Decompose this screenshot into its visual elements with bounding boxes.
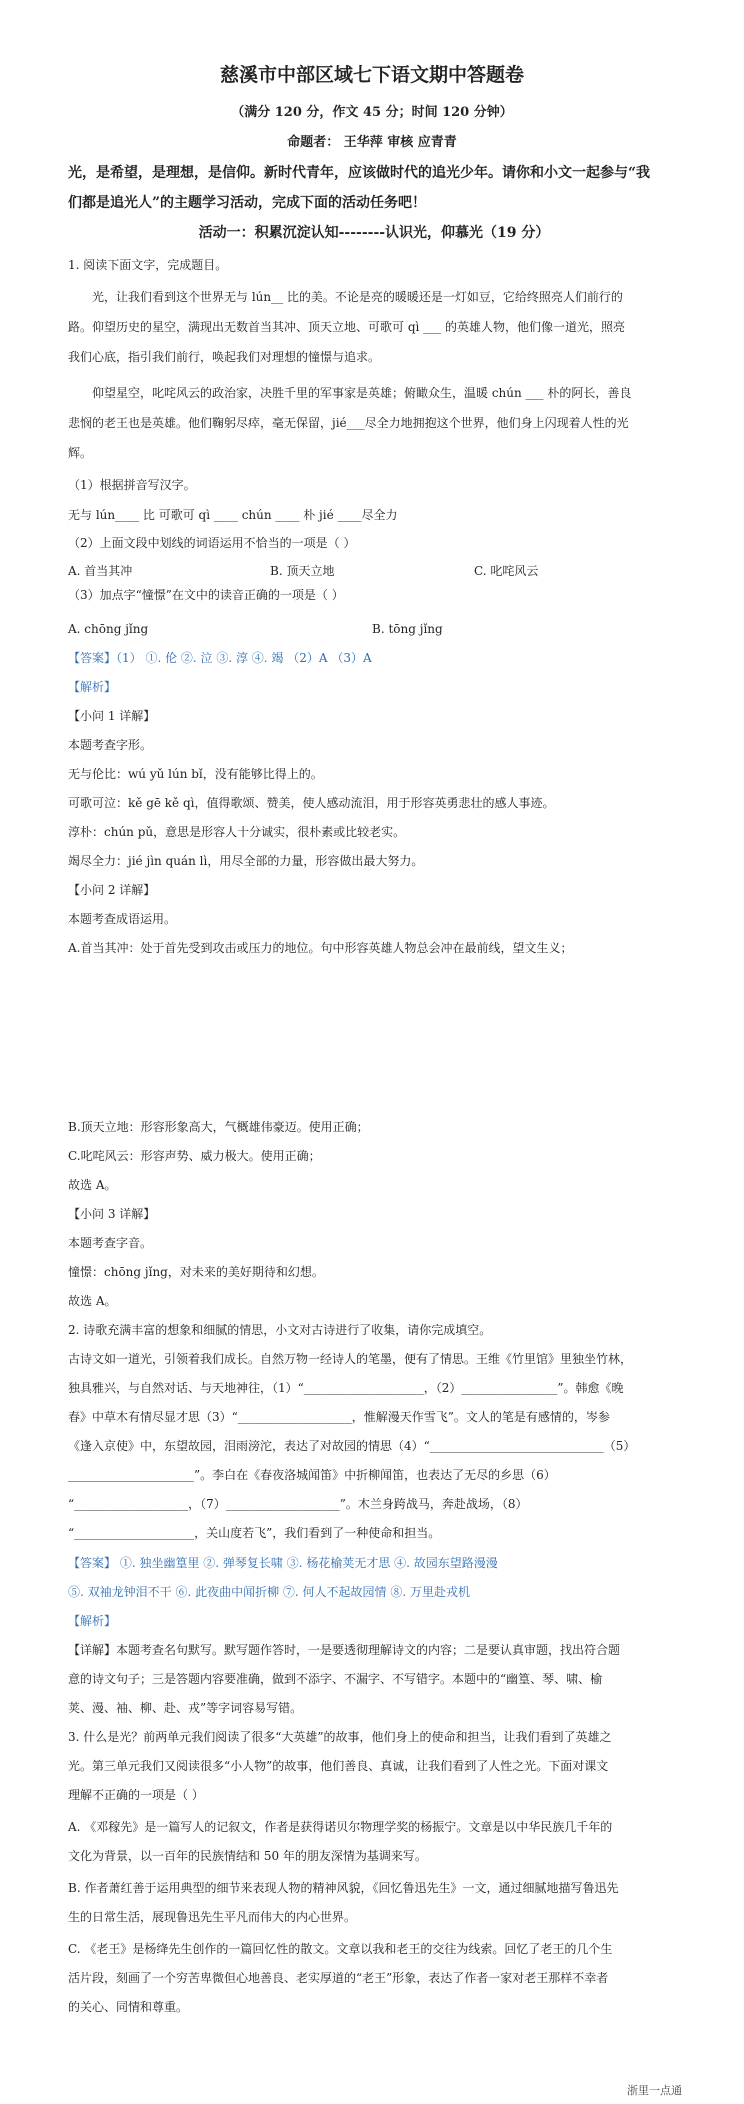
q2-line-6: “___________________，（7）___________________”。木兰身跨战马，奔赴战场，（8）: [68, 1497, 528, 1511]
q1-sub3-option-b: B. tōng jǐng: [372, 622, 443, 636]
q2-answer-line-1: 【答案】 ①. 独坐幽篁里 ②. 弹琴复长啸 ③. 杨花榆荚无才思 ④. 故园东望路漫漫: [68, 1556, 498, 1570]
q2-analysis-label: 【解析】: [68, 1614, 117, 1628]
q1-s2-line-4: C.叱咤风云：形容声势、威力极大。使用正确；: [68, 1149, 321, 1163]
q1-sub1: （1）根据拼音写汉字。: [68, 478, 196, 492]
q1-sub2-option-c: C. 叱咤风云: [474, 564, 539, 578]
q1-passage-2-line-3: 辉。: [68, 446, 93, 460]
q1-s1-line-5: 竭尽全力：jié jìn quán lì，用尽全部的力量，形容做出最大努力。: [68, 854, 424, 868]
q2-line-1: 古诗文如一道光，引领着我们成长。自然万物一经诗人的笔墨，便有了情思。王维《竹里馆》里独坐竹林，: [68, 1352, 633, 1366]
footer-watermark: 浙里一点通: [627, 2084, 682, 2097]
q3-option-c-line-3: 的关心、同情和尊重。: [68, 2000, 189, 2014]
q3-line-3: 理解不正确的一项是（ ）: [68, 1788, 204, 1802]
q1-s2-title: 【小问 2 详解】: [68, 883, 156, 897]
q3-option-c-line-1: C. 《老王》是杨绛先生创作的一篇回忆性的散文。文章以我和老王的交往为线索。回忆了老王的几个生: [68, 1942, 613, 1956]
q3-line-2: 光。第三单元我们又阅读很多“小人物”的故事，他们善良、真诚，让我们看到了人性之光。下面对课文: [68, 1759, 609, 1773]
q2-line-2: 独具雅兴，与自然对话、与天地神往，（1）“____________________，（2）________________”。韩愈《晚: [68, 1381, 624, 1395]
q1-s2-line-1: 本题考查成语运用。: [68, 912, 177, 926]
q1-sub2: （2）上面文段中划线的词语运用不恰当的一项是（ ）: [68, 536, 356, 550]
q2-line-3: 春》中草木有情尽显才思（3）“___________________，惟解漫天作雪飞”。文人的笔是有感情的，岑参: [68, 1410, 610, 1424]
q3-option-a-line-2: 文化为背景，以一百年的民族情结和 50 年的朋友深情为基调来写。: [68, 1849, 427, 1863]
q1-s2-line-5: 故选 A。: [68, 1178, 117, 1192]
q1-s1-line-2: 无与伦比：wú yǔ lún bǐ，没有能够比得上的。: [68, 767, 323, 781]
q1-passage-1-line-3: 我们心底，指引我们前行，唤起我们对理想的憧憬与追求。: [68, 350, 381, 364]
q2-line-5: _____________________”。李白在《春夜洛城闻笛》中折柳闻笛，也表达了无尽的乡思（6）: [68, 1468, 556, 1482]
q1-passage-1-line-1: 光，让我们看到这个世界无与 lún__ 比的美。不论是亮的暖暖还是一灯如豆，它给终照亮人们前行的: [92, 290, 623, 304]
intro-line-1: 光，是希望，是理想，是信仰。新时代青年，应该做时代的追光少年。请你和小文一起参与“我: [68, 165, 651, 181]
q1-sub3: （3）加点字“憧憬”在文中的读音正确的一项是（ ）: [68, 588, 344, 602]
q2-line-4: 《逢入京使》中，东望故园，泪雨滂沱，表达了对故园的情思（4）“_____________________________（5）: [68, 1439, 636, 1453]
q1-s1-line-4: 淳朴：chún pǔ，意思是形容人十分诚实，很朴素或比较老实。: [68, 825, 406, 839]
q2-answer-line-2: ⑤. 双袖龙钟泪不干 ⑥. 此夜曲中闻折柳 ⑦. 何人不起故园情 ⑧. 万里赴戎机: [68, 1585, 470, 1599]
intro-line-2: 们都是追光人”的主题学习活动，完成下面的活动任务吧！: [68, 195, 427, 211]
q1-stem: 1. 阅读下面文字，完成题目。: [68, 258, 228, 272]
q3-option-c-line-2: 活片段，刻画了一个穷苦卑微但心地善良、老实厚道的“老王”形象，表达了作者一家对老王那样不幸者: [68, 1971, 609, 1985]
page-title: 慈溪市中部区域七下语文期中答题卷: [219, 64, 524, 86]
q1-s1-line-3: 可歌可泣：kě gē kě qì，值得歌颂、赞美，使人感动流泪，用于形容英勇悲壮的感人事迹。: [68, 796, 555, 810]
q3-option-b-line-1: B. 作者萧红善于运用典型的细节来表现人物的精神风貌，《回忆鲁迅先生》一文，通过细腻地描写鲁迅先: [68, 1881, 619, 1895]
q1-s1-title: 【小问 1 详解】: [68, 709, 156, 723]
q1-s2-line-3: B.顶天立地：形容形象高大，气概雄伟豪迈。使用正确；: [68, 1120, 369, 1134]
q1-sub3-option-a: A. chōng jǐng: [68, 622, 149, 636]
q1-passage-1-line-2: 路。仰望历史的星空，满现出无数首当其冲、顶天立地、可歌可 qì ___ 的英雄人物，他们像一道光，照亮: [68, 320, 625, 334]
q2-detail-line-3: 荚、漫、袖、柳、赴、戎”等字词容易写错。: [68, 1701, 303, 1715]
q1-s1-line-1: 本题考查字形。: [68, 738, 153, 752]
q1-s3-line-1: 本题考查字音。: [68, 1236, 153, 1250]
q1-s3-title: 【小问 3 详解】: [68, 1207, 156, 1221]
q1-sub2-option-a: A. 首当其冲: [68, 564, 133, 578]
q2-line-7: “____________________，关山度若飞”，我们看到了一种使命和担当。: [68, 1526, 441, 1540]
q1-analysis-label: 【解析】: [68, 680, 117, 694]
q2-stem: 2. 诗歌充满丰富的想象和细腻的情思，小文对古诗进行了收集，请你完成填空。: [68, 1323, 492, 1337]
authors-line: 命题者： 王华萍 审核 应青青: [287, 135, 457, 150]
q2-detail-line-2: 意的诗文句子；三是答题内容要准确，做到不添字、不漏字、不写错字。本题中的“幽篁、琴、啸、榆: [68, 1672, 603, 1686]
score-line: （满分 120 分，作文 45 分；时间 120 分钟）: [231, 105, 513, 120]
q1-sub2-option-b: B. 顶天立地: [270, 564, 335, 578]
q1-s2-line-2: A.首当其冲：处于首先受到攻击或压力的地位。句中形容英雄人物总会冲在最前线，望文生义；: [68, 941, 573, 955]
q3-line-1: 3. 什么是光？前两单元我们阅读了很多“大英雄”的故事，他们身上的使命和担当，让我们看到了英雄之: [68, 1730, 612, 1744]
q3-option-b-line-2: 生的日常生活，展现鲁迅先生平凡而伟大的内心世界。: [68, 1910, 357, 1924]
q1-s3-line-2: 憧憬：chōng jǐng，对未来的美好期待和幻想。: [68, 1265, 324, 1279]
q2-detail-line-1: 【详解】本题考查名句默写。默写题作答时，一是要透彻理解诗文的内容；二是要认真审题，找出符合题: [68, 1643, 621, 1657]
q3-option-a-line-1: A. 《邓稼先》是一篇写人的记叙文，作者是获得诺贝尔物理学奖的杨振宁。文章是以中华民族几千年的: [68, 1820, 613, 1834]
q1-pinyin-row: 无与 lún____ 比 可歌可 qì ____ chún ____ 朴 jié ____尽全力: [68, 508, 398, 522]
q1-passage-2-line-1: 仰望星空，叱咤风云的政治家，决胜千里的军事家是英雄；俯瞰众生，温暖 chún ___ 朴的阿长，善良: [92, 386, 632, 400]
activity-1-heading: 活动一：积累沉淀认知--------认识光，仰慕光（19 分）: [198, 225, 550, 241]
q1-answer: 【答案】（1） ①. 伦 ②. 泣 ③. 淳 ④. 竭 （2）A （3）A: [68, 651, 372, 665]
q1-s3-line-3: 故选 A。: [68, 1294, 117, 1308]
q1-passage-2-line-2: 悲悯的老王也是英雄。他们鞠躬尽瘁，毫无保留，jié___尽全力地拥抱这个世界，他们身上闪现着人性的光: [68, 416, 629, 430]
